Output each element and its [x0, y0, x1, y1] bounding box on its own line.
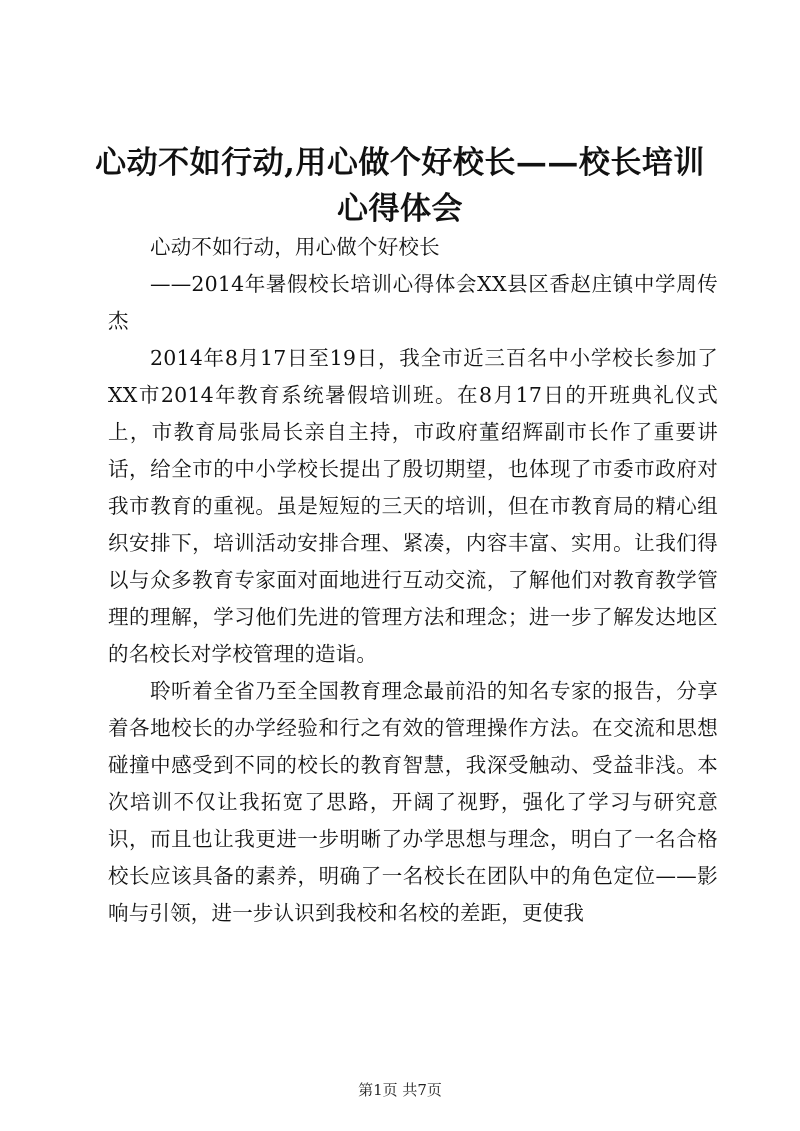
paragraph-2: 聆听着全省乃至全国教育理念最前沿的知名专家的报告，分享着各地校长的办学经验和行之有效的管理操作方法。在交流和思想碰撞中感受到不同的校长的教育智慧，我深受触动、受益非浅。本次培训不仅让我拓宽了思路，开阔了视野，强化了学习与研究意识，而且也让我更进一步明晰了办学思想与理念，明白了一名合格校长应该具备的素养，明确了一名校长在团队中的角色定位——影响与引领，进一步认识到我校和名校的差距，更使我 — [108, 679, 718, 925]
paragraph-1: 2014年8月17日至19日，我全市近三百名中小学校长参加了XX市2014年教育系统暑假培训班。在8月17日的开班典礼仪式上，市教育局张局长亲自主持，市政府董绍辉副市长作了重要讲话，给全市的中小学校长提出了殷切期望，也体现了市委市政府对我市教育的重视。虽是短短的三天的培训，但在市教育局的精心组织安排下，培训活动安排合理、紧凑，内容丰富、实用。让我们得以与众多教育专家面对面地进行互动交流，了解他们对教育教学管理的理解，学习他们先进的管理方法和理念；进一步了解发达地区的名校长对学校管理的造诣。 — [108, 346, 718, 666]
page-footer: 第1页 共7页 — [358, 1081, 442, 1099]
document-body — [108, 229, 718, 932]
document-byline: ——2014年暑假校长培训心得体会XX县区香赵庄镇中学周传杰 — [108, 272, 718, 333]
document-subtitle: 心动不如行动，用心做个好校长 — [150, 235, 440, 259]
document-title: 心动不如行动,用心做个好校长——校长培训心得体会 — [95, 145, 705, 227]
